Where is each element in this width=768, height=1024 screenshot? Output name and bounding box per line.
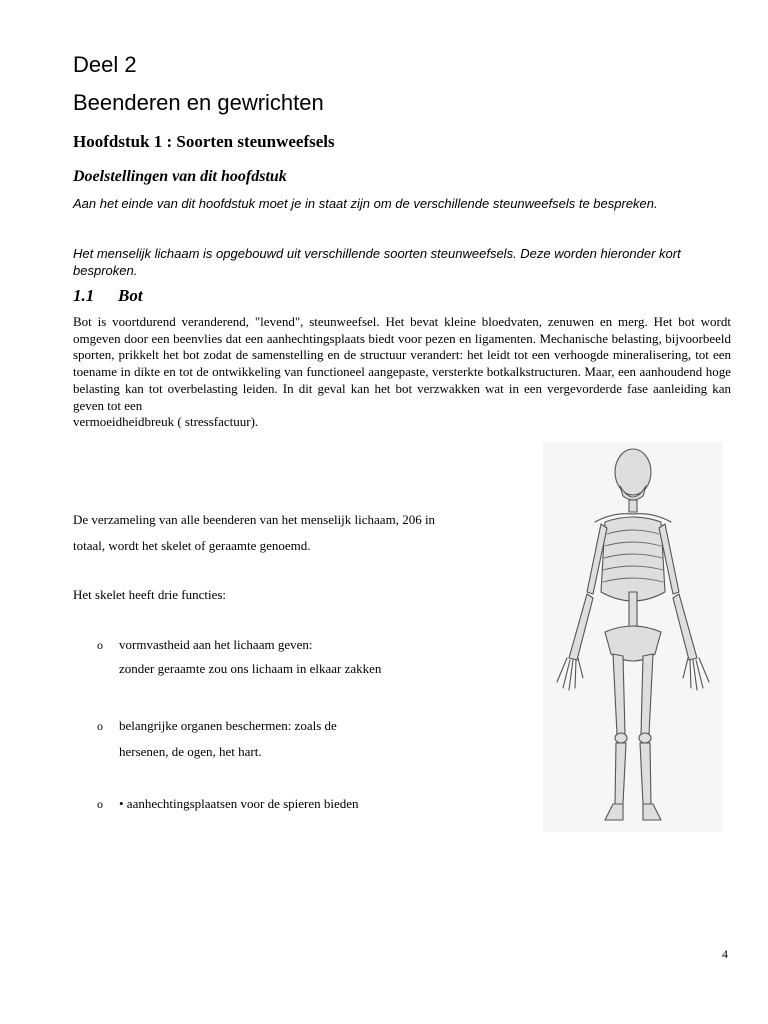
function-item-3-line-1: • aanhechtingsplaatsen voor de spieren bieden [119,796,359,811]
part-label: Deel 2 [73,52,137,77]
goals-text: Aan het einde van dit hoofdstuk moet je in staat zijn om de verschillende steunweefsels te bespreken. [73,196,658,211]
human-skeleton-illustration [543,442,723,832]
bullet-marker: o [97,719,103,733]
goals-heading: Doelstellingen van dit hoofdstuk [73,168,287,185]
bullet-marker: o [97,638,103,652]
section-heading [73,286,143,306]
function-item-1-line-2: zonder geraamte zou ons lichaam in elkaar zakken [119,661,382,676]
skeleton-text-line-1: De verzameling van alle beenderen van het menselijk lichaam, 206 in [73,512,436,527]
bone-paragraph-end: vermoeidheidbreuk ( stressfactuur). [73,414,259,430]
function-item-2-line-1: belangrijke organen beschermen: zoals de [119,718,337,733]
skeleton-text-line-2: totaal, wordt het skelet of geraamte genoemd. [73,538,311,553]
section-number: 1.1 [73,286,95,305]
function-item-2-line-2: hersenen, de ogen, het hart. [119,744,262,759]
function-item-1-line-1: vormvastheid aan het lichaam geven: [119,637,313,652]
part-title: Beenderen en gewrichten [73,90,324,115]
bullet-marker: o [97,797,103,811]
chapter-title: Hoofdstuk 1 : Soorten steunweefsels [73,132,335,151]
functions-intro: Het skelet heeft drie functies: [73,587,227,602]
section-title: Bot [118,286,143,305]
bone-paragraph-text: Bot is voortdurend veranderend, "levend", steunweefsel. Het bevat kleine bloedvaten, zenuwen en merg. Het bot wordt omgeven door een beenvlies dat een aanhechtingsplaats biedt voor pezen en ligamenten. Mechanische belasting, bijvoorbeeld sporten, prikkelt het bot zodat de samenstelling en de structuur verandert: het leidt tot een verhoogde mineralisering, tot een toename in dikte en tot de ontwikkeling van functioneel aangepaste, versterkte botkalkstructuren. Maar, een aanhoudend hoge belasting kan tot overbelasting leiden. In dit geval kan het bot verzwakken wat in een vergevorderde fase aanleiding kan geven tot een [73,314,731,413]
intro-text: Het menselijk lichaam is opgebouwd uit verschillende soorten steunweefsels. Deze worden hieronder kort besproken. [73,246,681,278]
bone-paragraph [73,314,731,431]
page-number: 4 [722,947,728,961]
